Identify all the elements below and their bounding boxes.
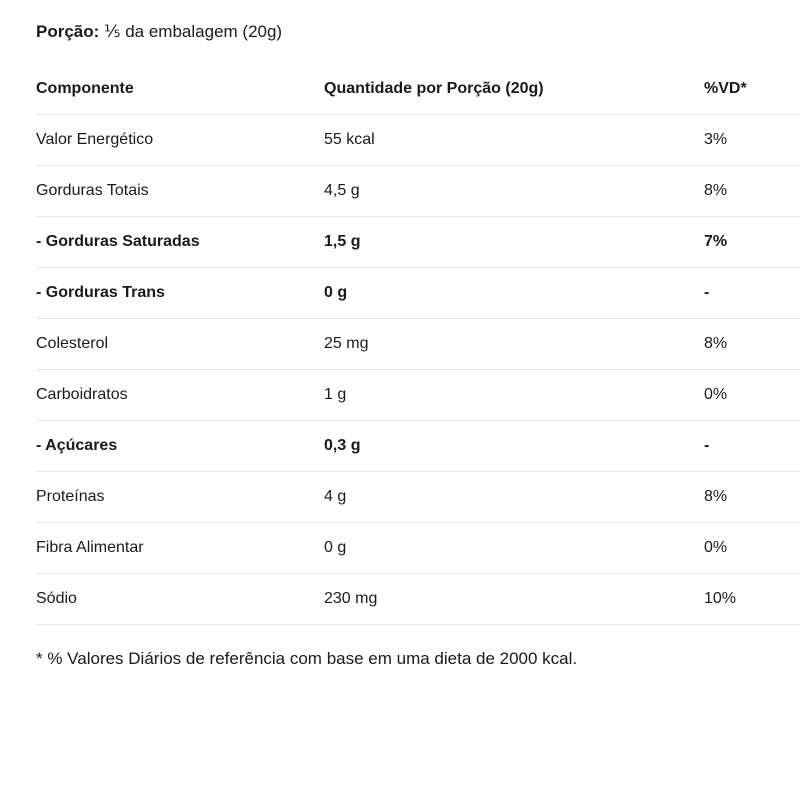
serving-value: ⅕ da embalagem (20g) [99, 22, 283, 41]
nutrition-table [36, 64, 800, 625]
header-amount: Quantidade por Porção (20g) [324, 80, 544, 97]
header-component: Componente [36, 80, 134, 97]
row-daily-value: 7% [704, 233, 728, 250]
row-amount: 55 kcal [324, 131, 375, 148]
row-daily-value: 3% [704, 131, 728, 148]
row-daily-value: 8% [704, 488, 728, 505]
row-component: Colesterol [36, 335, 109, 352]
serving-label: Porção: [36, 22, 100, 41]
table-row [36, 421, 800, 472]
table-header-row [36, 64, 800, 115]
row-component: Sódio [36, 590, 77, 607]
row-daily-value: 8% [704, 335, 728, 352]
row-daily-value: 0% [704, 539, 728, 556]
table-row [36, 523, 800, 574]
row-component: Fibra Alimentar [36, 539, 144, 556]
row-component: Carboidratos [36, 386, 128, 403]
row-amount: 0 g [324, 539, 347, 556]
serving-size [36, 20, 282, 44]
row-amount: 25 mg [324, 335, 369, 352]
row-amount: 1 g [324, 386, 347, 403]
row-daily-value: - [704, 437, 710, 454]
table-row [36, 574, 800, 625]
row-daily-value: - [704, 284, 710, 301]
row-amount: 1,5 g [324, 233, 361, 250]
row-amount: 230 mg [324, 590, 378, 607]
row-component: Valor Energético [36, 131, 154, 148]
header-daily-value: %VD* [704, 80, 747, 97]
footnote: * % Valores Diários de referência com base em uma dieta de 2000 kcal. [36, 649, 578, 668]
row-amount: 4,5 g [324, 182, 360, 199]
row-component: Proteínas [36, 488, 105, 505]
row-component: - Gorduras Trans [36, 284, 165, 301]
table-row [36, 319, 800, 370]
table-row [36, 166, 800, 217]
table-row [36, 217, 800, 268]
row-daily-value: 8% [704, 182, 728, 199]
row-daily-value: 0% [704, 386, 728, 403]
table-row [36, 472, 800, 523]
row-amount: 0,3 g [324, 437, 361, 454]
row-component: - Açúcares [36, 437, 118, 454]
table-row [36, 268, 800, 319]
row-daily-value: 10% [704, 590, 737, 607]
row-component: Gorduras Totais [36, 182, 149, 199]
row-component: - Gorduras Saturadas [36, 233, 200, 250]
row-amount: 0 g [324, 284, 348, 301]
table-row [36, 115, 800, 166]
row-amount: 4 g [324, 488, 347, 505]
table-row [36, 370, 800, 421]
